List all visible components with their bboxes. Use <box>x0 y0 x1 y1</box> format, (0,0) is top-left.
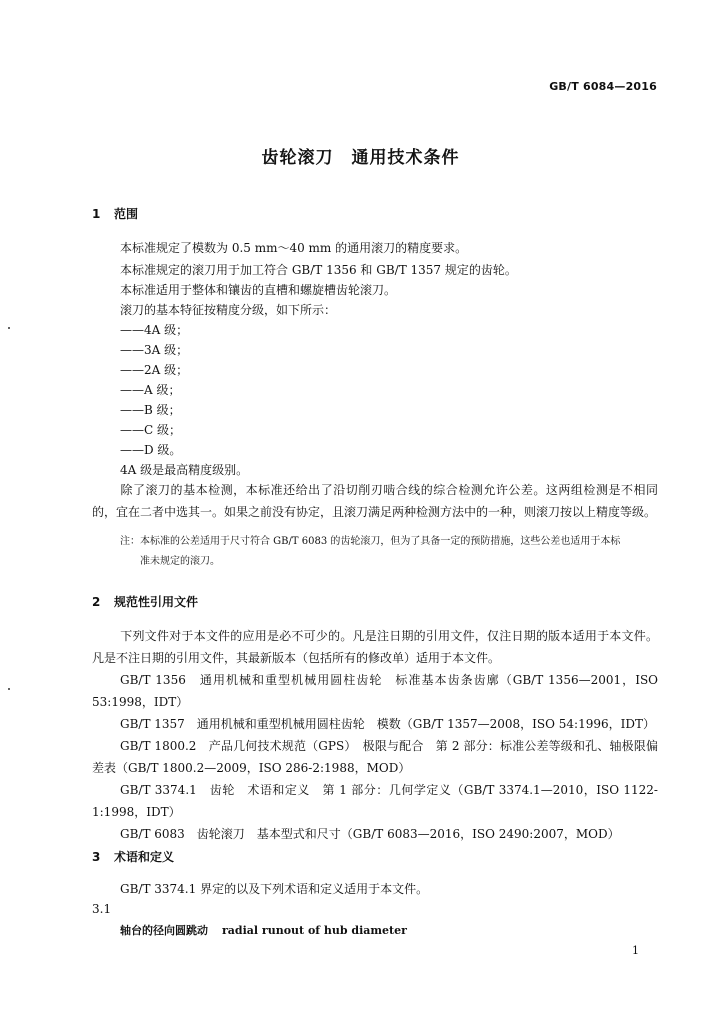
grade-item: ——4A 级； <box>120 323 189 337</box>
reference-text: GB/T 1800.2 产品几何技术规范（GPS） 极限与配合 第 2 部分：标准公差等级和孔、轴极限偏差表（GB/T 1800.2—2009，ISO 286-2:1988，MOD） <box>92 739 658 775</box>
section-1-number: 1 <box>92 207 101 221</box>
term-english: radial runout of hub diameter <box>222 924 407 937</box>
scope-line-3: 本标准适用于整体和镶齿的直槽和螺旋槽齿轮滚刀。 <box>120 283 397 297</box>
grade-item: ——2A 级； <box>120 363 189 377</box>
reference-text: GB/T 1356 通用机械和重型机械用圆柱齿轮 标准基本齿条齿廓（GB/T 1356—2001，ISO 53:1998，IDT） <box>92 673 658 709</box>
section-3-number: 3 <box>92 850 101 864</box>
reference-entry <box>92 735 658 779</box>
references-intro-text: 下列文件对于本文件的应用是必不可少的。凡是注日期的引用文件，仅注日期的版本适用于本文件。凡是不注日期的引用文件，其最新版本（包括所有的修改单）适用于本文件。 <box>92 629 658 665</box>
scope-paragraph <box>92 479 658 523</box>
grade-item: ——3A 级； <box>120 343 189 357</box>
scope-paragraph-text: 除了滚刀的基本检测，本标准还给出了沿切削刃啮合线的综合检测允许公差。这两组检测是不相同的，宜在二者中选其一。如果之前没有协定，且滚刀满足两种检测方法中的一种，则滚刀按以上精度等级。 <box>92 483 658 519</box>
scope-line-2: 本标准规定的滚刀用于加工符合 GB/T 1356 和 GB/T 1357 规定的齿轮。 <box>120 263 517 277</box>
reference-entry <box>92 823 658 845</box>
page-number: 1 <box>632 944 639 957</box>
section-2-title: 规范性引用文件 <box>114 595 199 609</box>
standard-number: GB/T 6084—2016 <box>549 80 657 93</box>
note-line-1: 注：本标准的公差适用于尺寸符合 GB/T 6083 的齿轮滚刀，但为了具备一定的预防措施，这些公差也适用于本标 <box>120 536 621 547</box>
reference-entry <box>92 713 658 735</box>
reference-text: GB/T 3374.1 齿轮 术语和定义 第 1 部分：几何学定义（GB/T 3374.1—2010，ISO 1122-1:1998，IDT） <box>92 783 658 819</box>
section-1-heading <box>92 205 138 222</box>
reference-text: GB/T 1357 通用机械和重型机械用圆柱齿轮 模数（GB/T 1357—2008，ISO 54:1996，IDT） <box>120 717 655 731</box>
reference-entry <box>92 779 658 823</box>
section-1-title: 范围 <box>114 207 139 221</box>
grade-item: ——A 级； <box>120 383 181 397</box>
section-3-heading <box>92 848 174 865</box>
note-line-2: 准未规定的滚刀。 <box>140 556 220 567</box>
document-title: 齿轮滚刀 通用技术条件 <box>261 148 460 168</box>
scan-speck <box>8 688 10 690</box>
term-entry <box>120 922 407 938</box>
grade-item: ——C 级； <box>120 423 181 437</box>
term-chinese: 轴台的径向圆跳动 <box>120 924 208 937</box>
subsection-number: 3.1 <box>92 902 112 916</box>
scan-speck <box>8 327 10 329</box>
section-2-heading <box>92 593 198 610</box>
section-2-number: 2 <box>92 595 101 609</box>
scope-line-4: 滚刀的基本特征按精度分级，如下所示： <box>120 303 337 317</box>
grade-note: 4A 级是最高精度级别。 <box>120 463 249 477</box>
terms-intro <box>92 878 658 900</box>
grade-item: ——D 级。 <box>120 443 182 457</box>
section-3-title: 术语和定义 <box>114 850 175 864</box>
scope-note <box>120 532 658 572</box>
terms-intro-text: GB/T 3374.1 界定的以及下列术语和定义适用于本文件。 <box>120 882 429 896</box>
grade-item: ——B 级； <box>120 403 181 417</box>
reference-text: GB/T 6083 齿轮滚刀 基本型式和尺寸（GB/T 6083—2016，ISO 2490:2007，MOD） <box>120 827 620 841</box>
references-intro <box>92 625 658 669</box>
scope-line-1: 本标准规定了模数为 0.5 mm～40 mm 的通用滚刀的精度要求。 <box>120 241 468 255</box>
reference-entry <box>92 669 658 713</box>
